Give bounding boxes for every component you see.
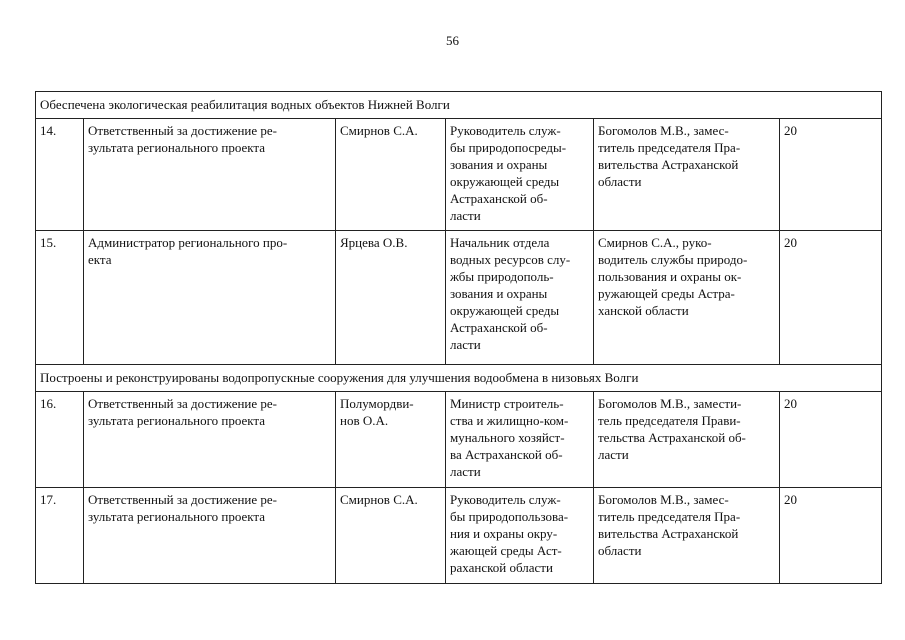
share-cell: 20 [780,231,882,365]
row-number: 15. [36,231,84,365]
row-number: 16. [36,392,84,488]
role-cell: Администратор регионального про- екта [84,231,336,365]
position-cell: Руководитель служ- бы природопосреды- зования и охраны окружающей среды Астраханской об- ласти [446,119,594,231]
name-cell: Полумордви- нов О.А. [336,392,446,488]
position-cell: Начальник отдела водных ресурсов слу- жбы природополь- зования и охраны окружающей среды Астраханской об- ласти [446,231,594,365]
table-row [36,231,882,365]
share-cell: 20 [780,392,882,488]
position-cell: Руководитель служ- бы природопользова- ния и охраны окру- жающей среды Аст- раханской области [446,488,594,584]
section-title: Построены и реконструированы водопропускные сооружения для улучшения водообмена в низовьях Волги [36,365,882,392]
role-cell: Ответственный за достижение ре- зультата регионального проекта [84,392,336,488]
table-row [36,488,882,584]
responsibility-table [35,91,882,584]
table-row [36,392,882,488]
role-cell: Ответственный за достижение ре- зультата регионального проекта [84,488,336,584]
share-cell: 20 [780,488,882,584]
supervisor-cell: Богомолов М.В., замес- титель председателя Пра- вительства Астраханской области [594,119,780,231]
supervisor-cell: Богомолов М.В., замести- тель председателя Прави- тельства Астраханской об- ласти [594,392,780,488]
supervisor-cell: Смирнов С.А., руко- водитель службы природо- пользования и охраны ок- ружающей среды Астра- ханской области [594,231,780,365]
name-cell: Смирнов С.А. [336,119,446,231]
share-cell: 20 [780,119,882,231]
table-row [36,119,882,231]
name-cell: Смирнов С.А. [336,488,446,584]
position-cell: Министр строитель- ства и жилищно-ком- мунального хозяйст- ва Астраханской об- ласти [446,392,594,488]
name-cell: Ярцева О.В. [336,231,446,365]
section-header-row [36,365,882,392]
row-number: 17. [36,488,84,584]
section-header-row [36,92,882,119]
row-number: 14. [36,119,84,231]
page-number: 56 [446,33,459,48]
section-title: Обеспечена экологическая реабилитация водных объектов Нижней Волги [36,92,882,119]
supervisor-cell: Богомолов М.В., замес- титель председателя Пра- вительства Астраханской области [594,488,780,584]
role-cell: Ответственный за достижение ре- зультата регионального проекта [84,119,336,231]
